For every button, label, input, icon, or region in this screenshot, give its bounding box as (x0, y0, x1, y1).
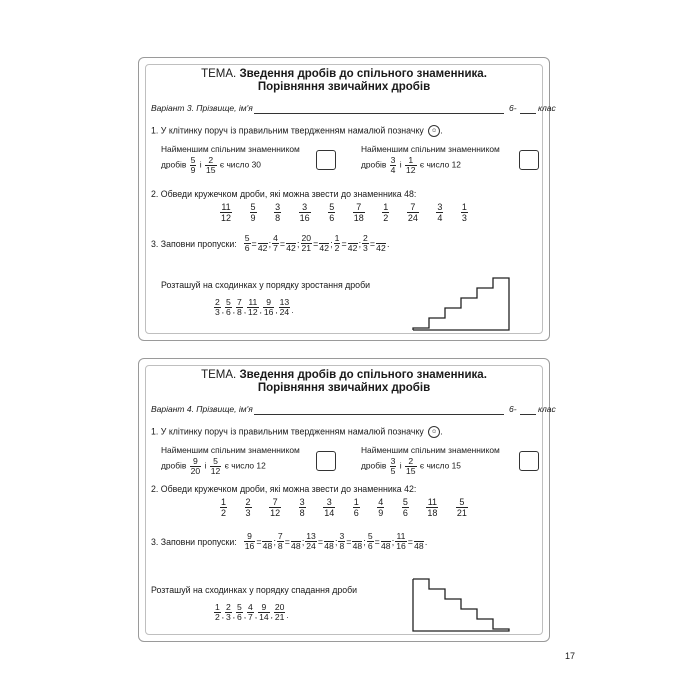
statement-b-line-1: Найменшим спільним знаменником (361, 445, 500, 455)
and-word: і (199, 159, 202, 170)
grade-prefix: 6- (509, 404, 517, 414)
worksheet-card-variant-3 (138, 57, 556, 341)
title-bold-line-1: Зведення дробів до спільного знаменника. (239, 369, 487, 381)
task-3-label: 3. Заповни пропуски: (151, 536, 237, 547)
fraction-option[interactable]: $\frac{3}{4}$ (437, 202, 443, 223)
task-1: 1. У клітинку поруч із правильним твердженням намалюй позначку ☺ . (151, 125, 443, 136)
fraction: $\frac{9}{14}$ (259, 602, 269, 622)
statement-b-prefix: дробів (361, 159, 387, 170)
fraction: $\frac{5}{12}$ (210, 456, 221, 476)
worksheet-card-variant-4 (138, 358, 556, 642)
fraction-option[interactable]: $\frac{7}{12}$ (270, 497, 281, 518)
fraction-option[interactable]: $\frac{11}{18}$ (427, 497, 438, 518)
name-field-line[interactable] (254, 414, 504, 415)
fraction-option[interactable]: $\frac{5}{6}$ (329, 202, 335, 223)
task-2-text: 2. Обведи кружечком дроби, які можна звести до знаменника 48: (151, 189, 417, 199)
grade-field-line[interactable] (520, 414, 536, 415)
fraction-option[interactable]: $\frac{1}{3}$ (461, 202, 467, 223)
fraction-option[interactable]: $\frac{7}{24}$ (407, 202, 418, 223)
fraction-option[interactable]: $\frac{5}{9}$ (250, 202, 256, 223)
statement-a (161, 445, 300, 476)
fraction: $\frac{2}{15}$ (405, 456, 416, 476)
fill-blank[interactable]: 48 (381, 532, 391, 551)
statement-b-suffix: є число 12 (419, 159, 461, 170)
variant-label: Варіант 3. Прізвище, ім'я (151, 103, 253, 113)
task-3: 3. Заповни пропуски: $\frac{5}{6}$ = 42 ; $\frac{4}{7}$ = 42 ; $\frac{20}{21}$ = 42 ; $\frac{1}{2}$ = 42 ; $\frac{2}{3}$ = 42 . (151, 233, 390, 253)
statement-a-prefix: дробів (161, 460, 187, 471)
task-2-fractions (219, 202, 469, 223)
task-2-text: 2. Обведи кружечком дроби, які можна звести до знаменника 42: (151, 484, 417, 494)
task-4-fractions: $\frac{1}{2}$ , $\frac{2}{3}$ , $\frac{5}{6}$ , $\frac{4}{7}$ , $\frac{9}{14}$ , $\frac{20}{21}$ . (215, 602, 289, 622)
fraction: $\frac{4}{7}$ (248, 602, 253, 622)
statement-a-line-1: Найменшим спільним знаменником (161, 445, 300, 455)
fraction: $\frac{13}{24}$ (279, 297, 290, 317)
fill-blank[interactable]: 48 (262, 532, 272, 551)
fraction: $\frac{5}{6}$ (367, 531, 373, 551)
checkbox-statement-a[interactable] (316, 451, 336, 471)
fraction: $\frac{20}{21}$ (274, 602, 285, 622)
fraction: $\frac{2}{3}$ (215, 297, 220, 317)
statement-a-suffix: є число 12 (224, 460, 266, 471)
task-1: 1. У клітинку поруч із правильним твердженням намалюй позначку ☺ . (151, 426, 443, 437)
statement-a-line-2 (161, 457, 300, 476)
statement-a-line-1: Найменшим спільним знаменником (161, 144, 300, 154)
fraction: $\frac{3}{8}$ (339, 531, 345, 551)
statement-b-line-2 (361, 156, 500, 175)
fraction-option[interactable]: $\frac{1}{2}$ (383, 202, 389, 223)
statement-b-line-1: Найменшим спільним знаменником (361, 144, 500, 154)
statement-b (361, 445, 500, 476)
title-bold-line-2: Порівняння звичайних дробів (257, 382, 431, 394)
and-word: і (399, 460, 402, 471)
variant-label: Варіант 4. Прізвище, ім'я (151, 404, 253, 414)
fraction: $\frac{3}{5}$ (390, 456, 396, 476)
fraction: $\frac{5}{9}$ (190, 155, 196, 175)
fill-blank[interactable]: 42 (348, 234, 358, 253)
fraction-option[interactable]: $\frac{5}{21}$ (456, 497, 467, 518)
fraction-option[interactable]: $\frac{5}{6}$ (402, 497, 408, 518)
task-4-text: Розташуй на сходинках у порядку зростання дроби (161, 280, 371, 290)
task-3: 3. Заповни пропуски: $\frac{9}{16}$ = 48 ; $\frac{7}{8}$ = 48 ; $\frac{13}{24}$ = 48 ; $\frac{3}{8}$ = 48 ; $\frac{5}{6}$ = 48 ; $\frac{11}{16}$ = 48 . (151, 531, 428, 551)
fraction: $\frac{13}{24}$ (306, 531, 316, 551)
fraction: $\frac{4}{7}$ (273, 233, 278, 253)
fill-blank[interactable]: 42 (376, 234, 386, 253)
fill-blank[interactable]: 48 (414, 532, 424, 551)
ascending-staircase-diagram (411, 276, 511, 332)
fraction-option[interactable]: $\frac{3}{8}$ (299, 497, 305, 518)
grade-suffix: клас (538, 404, 556, 414)
fraction: $\frac{5}{6}$ (244, 233, 250, 253)
fraction: $\frac{20}{21}$ (301, 233, 312, 253)
statement-b-line-2 (361, 457, 500, 476)
fraction: $\frac{7}{8}$ (237, 297, 242, 317)
fraction: $\frac{1}{12}$ (405, 155, 416, 175)
fill-blank[interactable]: 42 (286, 234, 296, 253)
and-word: і (399, 159, 402, 170)
title-label: ТЕМА. (201, 68, 237, 80)
fraction-option[interactable]: $\frac{4}{9}$ (378, 497, 384, 518)
statement-a (161, 144, 300, 175)
grade-suffix: клас (538, 103, 556, 113)
fraction: $\frac{3}{4}$ (390, 155, 396, 175)
task-2-fractions (219, 497, 469, 518)
fraction-option[interactable]: $\frac{11}{12}$ (221, 202, 232, 223)
fraction: $\frac{11}{16}$ (396, 531, 406, 551)
worksheet-title (139, 369, 549, 395)
title-label: ТЕМА. (201, 369, 237, 381)
fraction: $\frac{1}{2}$ (334, 233, 340, 253)
fill-blank[interactable]: 42 (319, 234, 329, 253)
fraction-option[interactable]: $\frac{3}{14}$ (324, 497, 335, 518)
fraction: $\frac{2}{3}$ (363, 233, 368, 253)
task-1-text: 1. У клітинку поруч із правильним твердженням намалюй позначку (151, 426, 424, 437)
task-4-fractions: $\frac{2}{3}$ , $\frac{5}{6}$ , $\frac{7}{8}$ , $\frac{11}{12}$ , $\frac{9}{16}$ , $\frac{13}{24}$ . (215, 297, 294, 317)
and-word: і (204, 460, 207, 471)
smiley-icon: ☺ (428, 426, 440, 438)
statement-b-suffix: є число 15 (419, 460, 461, 471)
statement-b-prefix: дробів (361, 460, 387, 471)
statement-a-line-2 (161, 156, 300, 175)
task-1-text: 1. У клітинку поруч із правильним твердженням намалюй позначку (151, 125, 424, 136)
fraction: $\frac{9}{16}$ (263, 297, 274, 317)
statement-a-prefix: дробів (161, 159, 187, 170)
task-3-label: 3. Заповни пропуски: (151, 238, 237, 249)
fraction: $\frac{11}{12}$ (248, 297, 258, 317)
fraction: $\frac{9}{16}$ (244, 531, 255, 551)
checkbox-statement-b[interactable] (519, 150, 539, 170)
fraction-option[interactable]: $\frac{3}{8}$ (275, 202, 281, 223)
fraction: $\frac{5}{6}$ (226, 297, 231, 317)
name-field-line[interactable] (254, 113, 504, 114)
fill-blank[interactable]: 48 (324, 532, 334, 551)
fraction: $\frac{1}{2}$ (215, 602, 220, 622)
fraction-option[interactable]: $\frac{1}{6}$ (353, 497, 359, 518)
fraction: $\frac{5}{6}$ (237, 602, 242, 622)
checkbox-statement-b[interactable] (519, 451, 539, 471)
grade-field-line[interactable] (520, 113, 536, 114)
fraction-option[interactable]: $\frac{3}{16}$ (299, 202, 310, 223)
fill-blank[interactable]: 48 (291, 532, 301, 551)
title-bold-line-2: Порівняння звичайних дробів (257, 81, 431, 93)
fraction: $\frac{9}{20}$ (190, 456, 201, 476)
task-4-text: Розташуй на сходинках у порядку спадання дроби (151, 585, 358, 595)
statement-b (361, 144, 500, 175)
smiley-icon: ☺ (428, 125, 440, 137)
fraction: $\frac{7}{8}$ (277, 531, 283, 551)
fill-blank[interactable]: 48 (352, 532, 362, 551)
statement-a-suffix: є число 30 (219, 159, 261, 170)
page-number: 17 (565, 651, 576, 661)
fraction: $\frac{2}{3}$ (226, 602, 231, 622)
checkbox-statement-a[interactable] (316, 150, 336, 170)
title-bold-line-1: Зведення дробів до спільного знаменника. (239, 68, 487, 80)
worksheet-title (139, 68, 549, 94)
fill-blank[interactable]: 42 (258, 234, 268, 253)
fraction-option[interactable]: $\frac{7}{18}$ (353, 202, 364, 223)
grade-prefix: 6- (509, 103, 517, 113)
fraction-option[interactable]: $\frac{2}{3}$ (245, 497, 251, 518)
fraction-option[interactable]: $\frac{1}{2}$ (221, 497, 227, 518)
fraction: $\frac{2}{15}$ (205, 155, 216, 175)
descending-staircase-diagram (411, 577, 511, 633)
